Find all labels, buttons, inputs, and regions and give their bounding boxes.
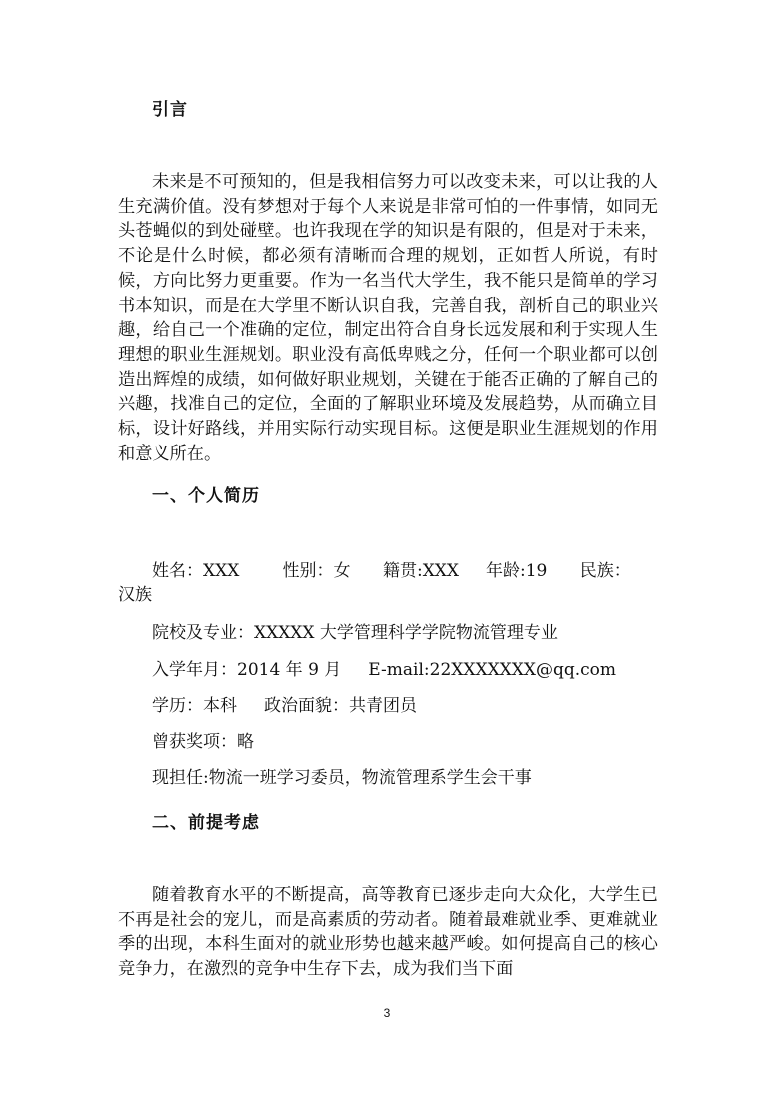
resume-heading: 一、个人简历 (152, 486, 260, 506)
resume-ethnicity: 汉族 (118, 585, 152, 605)
resume-awards: 曾获奖项：略 (152, 732, 254, 752)
resume-position: 现担任:物流一班学习委员，物流管理系学生会干事 (152, 768, 532, 788)
page-number: 3 (383, 1006, 391, 1020)
premise-paragraph: 随着教育水平的不断提高，高等教育已逐步走向大众化，大学生已不再是社会的宠儿，而是高素质的劳动者。随着最难就业季、更难就业季的出现，本科生面对的就业形势也越来越严峻。如何提高自己的核心竞争力，在激烈的竞争中生存下去，成为我们当下面 (118, 885, 658, 980)
intro-heading: 引言 (152, 100, 188, 120)
premise-heading: 二、前提考虑 (152, 813, 260, 833)
resume-education: 学历：本科 政治面貌：共青团员 (152, 696, 418, 716)
resume-basic-info: 姓名：XXX 性别：女 籍贯:XXX 年龄:19 民族： (152, 561, 631, 581)
intro-paragraph: 未来是不可预知的，但是我相信努力可以改变未来，可以让我的人生充满价值。没有梦想对于每个人来说是非常可怕的一件事情，如同无头苍蝇似的到处碰壁。也许我现在学的知识是有限的，但是对于未来，不论是什么时候，都必须有清晰而合理的规划，正如哲人所说，有时候，方向比努力更重要。作为一名当代大学生，我不能只是简单的学习书本知识，而是在大学里不断认识自我，完善自我，剖析自己的职业兴趣，给自己一个准确的定位，制定出符合自身长远发展和利于实现人生理想的职业生涯规划。职业没有高低卑贱之分，任何一个职业都可以创造出辉煌的成绩，如何做好职业规划，关键在于能否正确的了解自己的兴趣，找准自己的定位，全面的了解职业环境及发展趋势，从而确立目标，设计好路线，并用实际行动实现目标。这便是职业生涯规划的作用和意义所在。 (118, 172, 658, 464)
resume-enroll: 入学年月：2014 年 9 月 E-mail:22XXXXXXX@qq.com (152, 660, 617, 680)
resume-school: 院校及专业：XXXXX 大学管理科学学院物流管理专业 (152, 623, 558, 643)
